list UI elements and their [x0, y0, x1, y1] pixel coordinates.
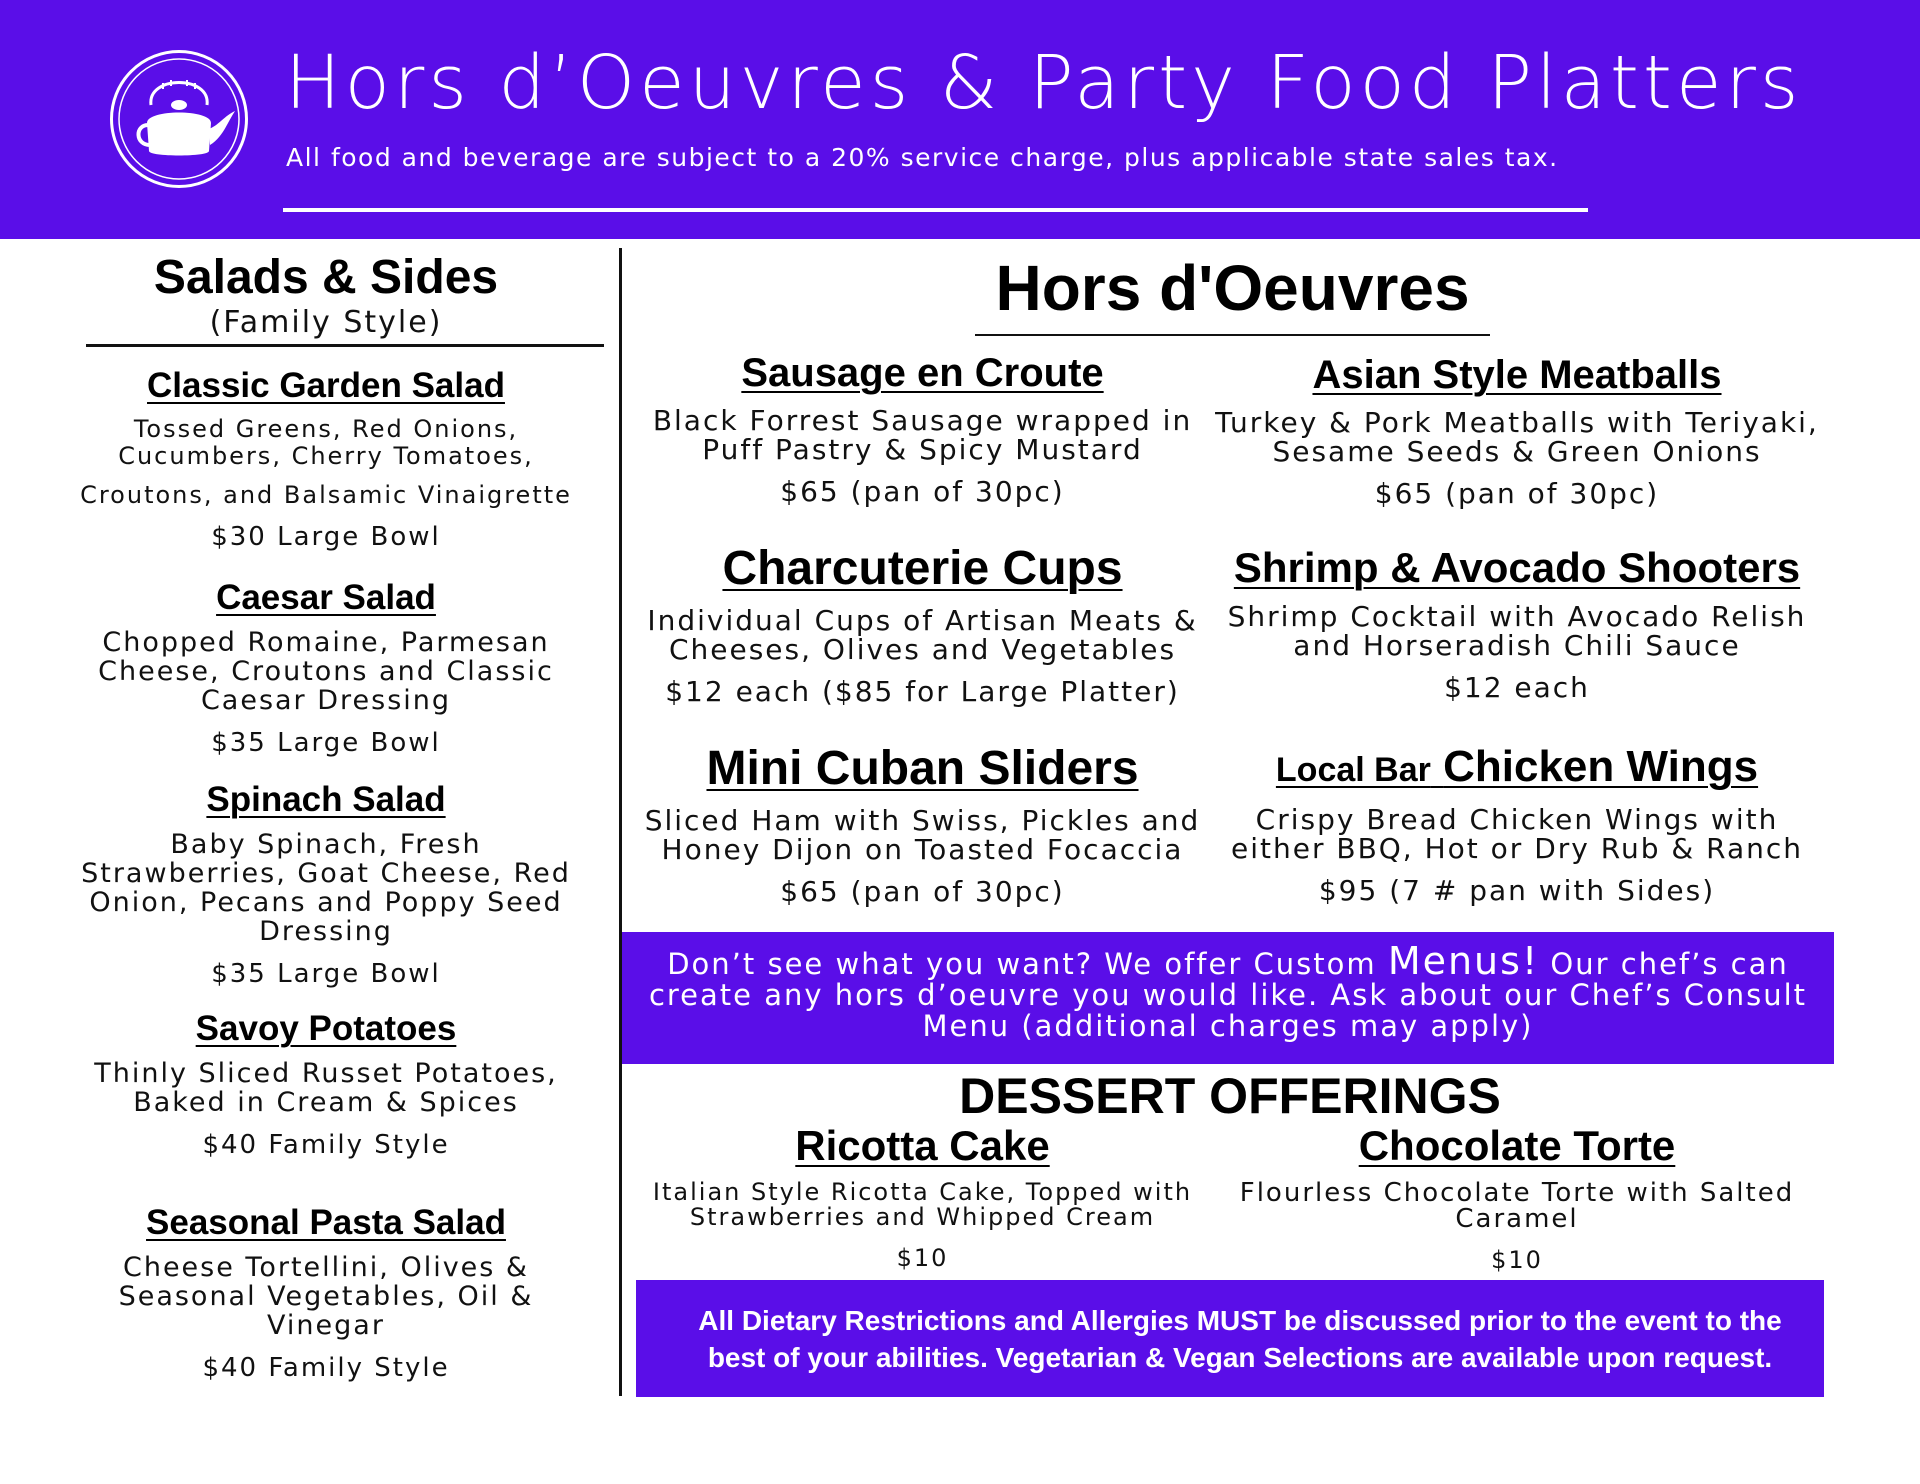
item-price: $12 each ($85 for Large Platter)	[665, 675, 1180, 708]
desc-line: Cheeses, Olives and Vegetables	[668, 633, 1177, 666]
custom-menu-callout	[622, 932, 1834, 1064]
desc-line: Cheese, Croutons and Classic	[98, 656, 554, 687]
desc-line: Strawberries, Goat Cheese, Red	[81, 858, 571, 889]
menu-item-seasonal-pasta-salad	[76, 1203, 576, 1384]
item-name-main: Chicken Wings	[1443, 742, 1759, 791]
desc-line: Cheese Tortellini, Olives &	[122, 1252, 529, 1283]
desc-line: Croutons, and Balsamic Vinaigrette	[80, 481, 572, 509]
item-price: $35 Large Bowl	[211, 959, 441, 989]
item-description	[1212, 408, 1822, 466]
desc-line: Tossed Greens, Red Onions,	[133, 415, 519, 443]
item-name: Charcuterie Cups	[722, 542, 1123, 595]
menu-item-ricotta-cake	[640, 1122, 1205, 1274]
desc-line: and Horseradish Chili Sauce	[1293, 629, 1741, 662]
salads-title: Salads & Sides	[153, 251, 499, 304]
desc-line: Onion, Pecans and Poppy Seed	[89, 887, 563, 918]
item-description	[1212, 1180, 1822, 1232]
menu-item-chocolate-torte	[1212, 1122, 1822, 1276]
desc-line: Italian Style Ricotta Cake, Topped with	[652, 1178, 1193, 1206]
hors-doeuvres-divider	[975, 334, 1490, 336]
item-price: $35 Large Bowl	[211, 728, 441, 758]
item-price: $10	[1491, 1246, 1543, 1274]
item-price: $40 Family Style	[202, 1130, 450, 1160]
item-price: $12 each	[1444, 671, 1590, 704]
desc-line: Baby Spinach, Fresh	[170, 829, 482, 860]
item-price: $10	[896, 1244, 949, 1272]
item-name	[1212, 742, 1822, 795]
menu-item-caesar-salad	[76, 578, 576, 759]
item-name: Spinach Salad	[206, 780, 446, 819]
menu-item-savoy-potatoes	[76, 1009, 576, 1161]
teapot-icon	[110, 50, 248, 188]
item-description	[76, 1253, 576, 1340]
item-price: $65 (pan of 30pc)	[780, 475, 1065, 508]
dessert-title: DESSERT OFFERINGS	[959, 1068, 1501, 1124]
salads-subtitle: (Family Style)	[209, 305, 443, 340]
desc-line: Caramel	[1455, 1204, 1579, 1234]
desc-line: Chopped Romaine, Parmesan	[102, 627, 550, 658]
service-charge-note: All food and beverage are subject to a 20% service charge, plus applicable state sales tax.	[286, 143, 1559, 172]
item-name: Ricotta Cake	[795, 1122, 1050, 1169]
desc-line: Vinegar	[267, 1310, 385, 1341]
item-name: Sausage en Croute	[741, 351, 1104, 395]
menu-item-sausage-en-croute	[640, 350, 1205, 508]
item-name: Shrimp & Avocado Shooters	[1233, 544, 1801, 591]
desc-line: either BBQ, Hot or Dry Rub & Ranch	[1230, 832, 1803, 865]
desc-line: Puff Pastry & Spicy Mustard	[702, 433, 1143, 466]
desc-line: Shrimp Cocktail with Avocado Relish	[1227, 600, 1807, 633]
menu-item-asian-style-meatballs	[1212, 352, 1822, 510]
item-description	[640, 806, 1205, 864]
menu-item-charcuterie-cups	[640, 542, 1205, 708]
item-name: Caesar Salad	[216, 578, 436, 617]
menu-item-shrimp-avocado-shooters	[1212, 544, 1822, 704]
desc-line: Black Forrest Sausage wrapped in	[652, 404, 1193, 437]
item-description	[76, 1059, 576, 1117]
item-description	[76, 416, 576, 509]
desc-line: Cucumbers, Cherry Tomatoes,	[118, 442, 534, 470]
item-name-prefix: Local Bar	[1275, 751, 1431, 789]
item-name: Classic Garden Salad	[147, 366, 505, 405]
menu-item-chicken-wings	[1212, 742, 1822, 907]
desc-line: Sesame Seeds & Green Onions	[1272, 435, 1762, 468]
desc-line: Honey Dijon on Toasted Focaccia	[661, 833, 1184, 866]
item-name: Mini Cuban Sliders	[706, 742, 1139, 795]
menu-item-classic-garden-salad	[76, 366, 576, 553]
desc-line: Individual Cups of Artisan Meats &	[647, 604, 1198, 637]
custom-line-2: create any hors d’oeuvre you would like. Ask about our Chef’s Consult	[648, 978, 1808, 1012]
custom-text: Don’t see what you want? We offer Custom	[667, 947, 1388, 981]
desc-line: Dressing	[259, 916, 393, 947]
item-description	[640, 406, 1205, 464]
desc-line: Strawberries and Whipped Cream	[689, 1203, 1156, 1231]
header-divider	[283, 208, 1588, 212]
custom-line-3: Menu (additional charges may apply)	[922, 1009, 1534, 1043]
item-description	[640, 606, 1205, 664]
item-name: Chocolate Torte	[1358, 1122, 1676, 1169]
custom-menus-highlight: Menus!	[1387, 939, 1540, 983]
item-price: $65 (pan of 30pc)	[780, 875, 1065, 908]
desc-line: Turkey & Pork Meatballs with Teriyaki,	[1215, 406, 1819, 439]
desc-line: Caesar Dressing	[200, 685, 452, 716]
dietary-notice	[636, 1280, 1824, 1397]
item-name: Asian Style Meatballs	[1312, 353, 1722, 397]
desc-line: Baked in Cream & Spices	[133, 1087, 519, 1118]
item-price: $30 Large Bowl	[211, 522, 441, 552]
item-description	[76, 830, 576, 946]
item-description	[1212, 805, 1822, 863]
item-description	[76, 628, 576, 715]
salads-divider	[86, 344, 604, 347]
desc-line: Flourless Chocolate Torte with Salted	[1239, 1178, 1795, 1208]
item-price: $40 Family Style	[202, 1353, 450, 1383]
item-description	[1212, 602, 1822, 660]
column-divider	[619, 248, 622, 1396]
menu-item-spinach-salad	[76, 780, 576, 990]
desc-line: Thinly Sliced Russet Potatoes,	[94, 1058, 558, 1089]
dietary-line-1: All Dietary Restrictions and Allergies MUST be discussed prior to the event to the	[698, 1305, 1782, 1336]
custom-text: Our chef’s can	[1539, 947, 1789, 981]
page-title: Hors d’Oeuvres & Party Food Platters	[285, 40, 1803, 126]
dietary-line-2: best of your abilities. Vegetarian & Vegan Selections are available upon request.	[707, 1342, 1773, 1373]
item-name: Seasonal Pasta Salad	[146, 1203, 506, 1242]
desc-line: Seasonal Vegetables, Oil &	[118, 1281, 534, 1312]
item-price: $65 (pan of 30pc)	[1374, 477, 1660, 510]
item-name: Savoy Potatoes	[195, 1009, 457, 1048]
menu-item-mini-cuban-sliders	[640, 742, 1205, 908]
header-banner	[0, 0, 1920, 239]
item-description	[640, 1180, 1205, 1230]
item-price: $95 (7 # pan with Sides)	[1318, 874, 1716, 907]
hors-doeuvres-title: Hors d'Oeuvres	[995, 252, 1470, 324]
desc-line: Sliced Ham with Swiss, Pickles and	[644, 804, 1201, 837]
custom-line-1	[622, 939, 1834, 983]
desc-line: Crispy Bread Chicken Wings with	[1255, 803, 1779, 836]
